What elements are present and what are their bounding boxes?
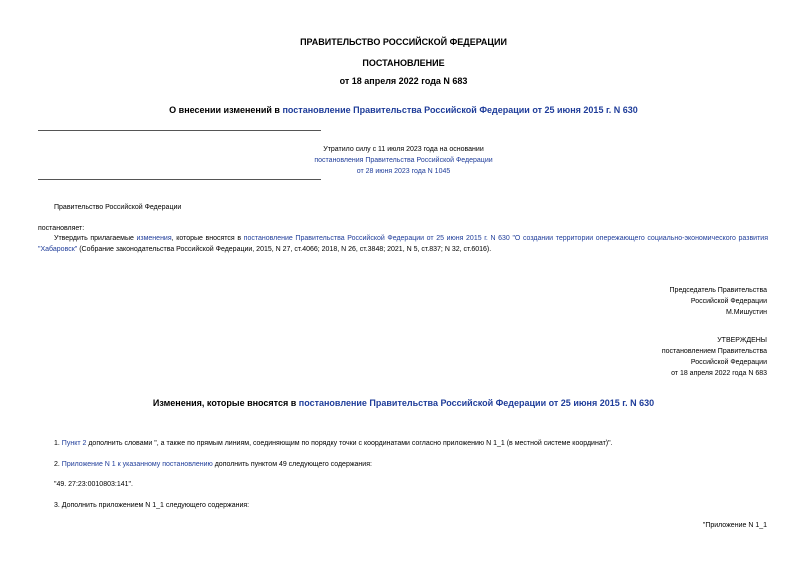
status-link-date[interactable]: от 28 июня 2023 года N 1045: [356, 168, 451, 175]
item-1-text: дополнить словами ", а также по прямым линиям, соединяющим по порядку точки с координатами согласно приложению N 1_1 (в местной системе координат)".: [86, 440, 613, 447]
item-2-text: дополнить пунктом 49 следующего содержания:: [212, 461, 372, 468]
title-prefix: О внесении изменений в: [169, 105, 283, 115]
approve-paragraph: [38, 233, 768, 255]
signature-line-2: Российской Федерации: [690, 298, 767, 305]
status-note: [0, 144, 807, 177]
khabarovsk-link[interactable]: "О создании территории опережающего социально-экономического развития "Хабаровск": [38, 235, 768, 253]
item-2-link[interactable]: Приложение N 1 к указанному постановлению: [61, 461, 213, 468]
changes-title-link[interactable]: постановление Правительства Российской Федерации от 25 июня 2015 г. N 630: [298, 398, 655, 408]
approved-line-2: постановлением Правительства: [661, 348, 767, 355]
change-item-2-quote: "49. 27:23:0010803:141".: [54, 481, 133, 488]
signature-name: М.Мишустин: [725, 309, 767, 316]
changes-title: [0, 398, 807, 408]
approved-line-1: УТВЕРЖДЕНЫ: [717, 337, 767, 344]
date-number: от 18 апреля 2022 года N 683: [339, 76, 468, 86]
issuer: Правительство Российской Федерации: [54, 204, 182, 211]
approve-text-4: (Собрание законодательства Российской Федерации, 2015, N 27, ст.4066; 2018, N 26, ст.3848; 2021, N 5, ст.837; N 32, ст.6016).: [77, 246, 492, 253]
signature-block: [670, 285, 767, 318]
item-2-num: 2.: [54, 461, 62, 468]
approve-text-1: Утвердить прилагаемые: [54, 235, 137, 242]
title-link[interactable]: постановление Правительства Российской Федерации от 25 июня 2015 г. N 630: [282, 105, 638, 115]
signature-line-1: Председатель Правительства: [669, 287, 767, 294]
approved-line-4: от 18 апреля 2022 года N 683: [671, 370, 767, 377]
approve-text-2: , которые вносятся в: [171, 235, 244, 242]
status-line-1: Утратило силу с 11 июля 2023 года на основании: [323, 146, 484, 153]
appendix-label: "Приложение N 1_1: [702, 522, 767, 529]
decree-630-link[interactable]: постановление Правительства Российской Федерации от 25 июня 2015 г. N 630: [243, 235, 510, 242]
item-1-num: 1.: [54, 440, 62, 447]
org-heading: ПРАВИТЕЛЬСТВО РОССИЙСКОЙ ФЕДЕРАЦИИ: [300, 37, 507, 47]
changes-link[interactable]: изменения: [136, 235, 172, 242]
status-link-decree[interactable]: постановления Правительства Российской Федерации: [314, 157, 493, 164]
change-item-1: [54, 438, 774, 449]
change-item-2: [54, 459, 372, 470]
item-1-link[interactable]: Пункт 2: [61, 440, 87, 447]
approved-line-3: Российской Федерации: [690, 359, 767, 366]
document-title: [0, 105, 807, 115]
doc-type-heading: ПОСТАНОВЛЕНИЕ: [362, 58, 445, 68]
change-item-3: 3. Дополнить приложением N 1_1 следующего содержания:: [54, 502, 250, 509]
divider-bottom: [38, 179, 321, 180]
divider-top: [38, 130, 321, 131]
decrees-word: постановляет:: [38, 225, 85, 232]
approved-block: [662, 335, 767, 379]
changes-title-prefix: Изменения, которые вносятся в: [152, 398, 299, 408]
